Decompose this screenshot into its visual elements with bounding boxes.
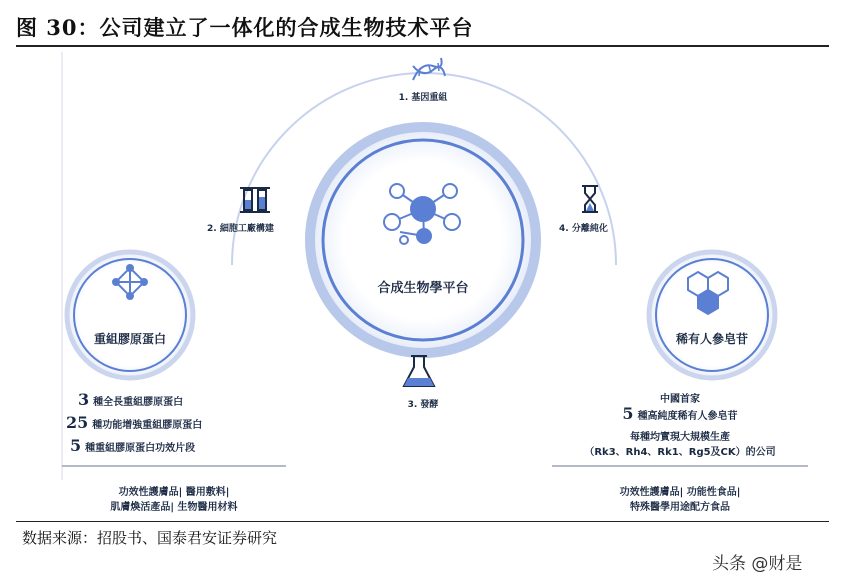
right-circle-label: 稀有人參皂苷 bbox=[675, 332, 748, 346]
right-line-3: 每種均實現大規模生產 bbox=[630, 432, 730, 443]
bullet-text: 種功能增強重組膠原蛋白 bbox=[92, 420, 203, 431]
step-2-label: 2. 細胞工廠構建 bbox=[207, 224, 274, 234]
left-application-line-2: 肌膚煥活產品| 生物醫用材料 bbox=[110, 502, 238, 513]
source-note: 数据来源：招股书、国泰君安证券研究 bbox=[22, 529, 278, 547]
right-line-2 bbox=[552, 404, 808, 423]
left-circle-label: 重組膠原蛋白 bbox=[93, 332, 166, 346]
cell-factory-icon bbox=[240, 188, 270, 212]
right-line-1: 中國首家 bbox=[660, 394, 700, 405]
watermark: 头条 @财是 bbox=[712, 554, 803, 574]
right-circle bbox=[649, 252, 775, 378]
center-label: 合成生物學平台 bbox=[377, 281, 469, 296]
bullet-number: 3 bbox=[78, 390, 90, 409]
right-number: 5 bbox=[622, 404, 634, 423]
left-application-line-1: 功效性護膚品| 醫用敷料| bbox=[118, 487, 230, 498]
bullet-text: 種全長重組膠原蛋白 bbox=[93, 397, 184, 408]
step-1-label: 1. 基因重組 bbox=[398, 93, 448, 103]
right-text: 種高純度稀有人參皂苷 bbox=[637, 411, 738, 422]
flask-icon bbox=[404, 356, 434, 386]
step-3-label: 3. 發酵 bbox=[407, 400, 439, 410]
figure-title: 图 30：公司建立了一体化的合成生物技术平台 bbox=[16, 15, 474, 40]
bullet-number: 25 bbox=[66, 413, 89, 432]
dna-icon bbox=[413, 58, 445, 80]
source-rule bbox=[16, 521, 829, 522]
right-application-line-1: 功效性護膚品| 功能性食品| bbox=[619, 487, 741, 498]
right-application-line-2: 特殊醫學用途配方食品 bbox=[630, 502, 730, 513]
hourglass-icon bbox=[582, 186, 598, 212]
right-line-4: （Rk3、Rh4、Rk1、Rg5及CK）的公司 bbox=[584, 447, 776, 458]
left-bullet-1 bbox=[78, 390, 183, 409]
left-bullet-2 bbox=[66, 413, 202, 432]
bullet-text: 種重組膠原蛋白功效片段 bbox=[85, 443, 196, 454]
step-4-label: 4. 分離純化 bbox=[559, 224, 608, 234]
left-bullet-3 bbox=[70, 436, 195, 455]
bullet-number: 5 bbox=[70, 436, 82, 455]
